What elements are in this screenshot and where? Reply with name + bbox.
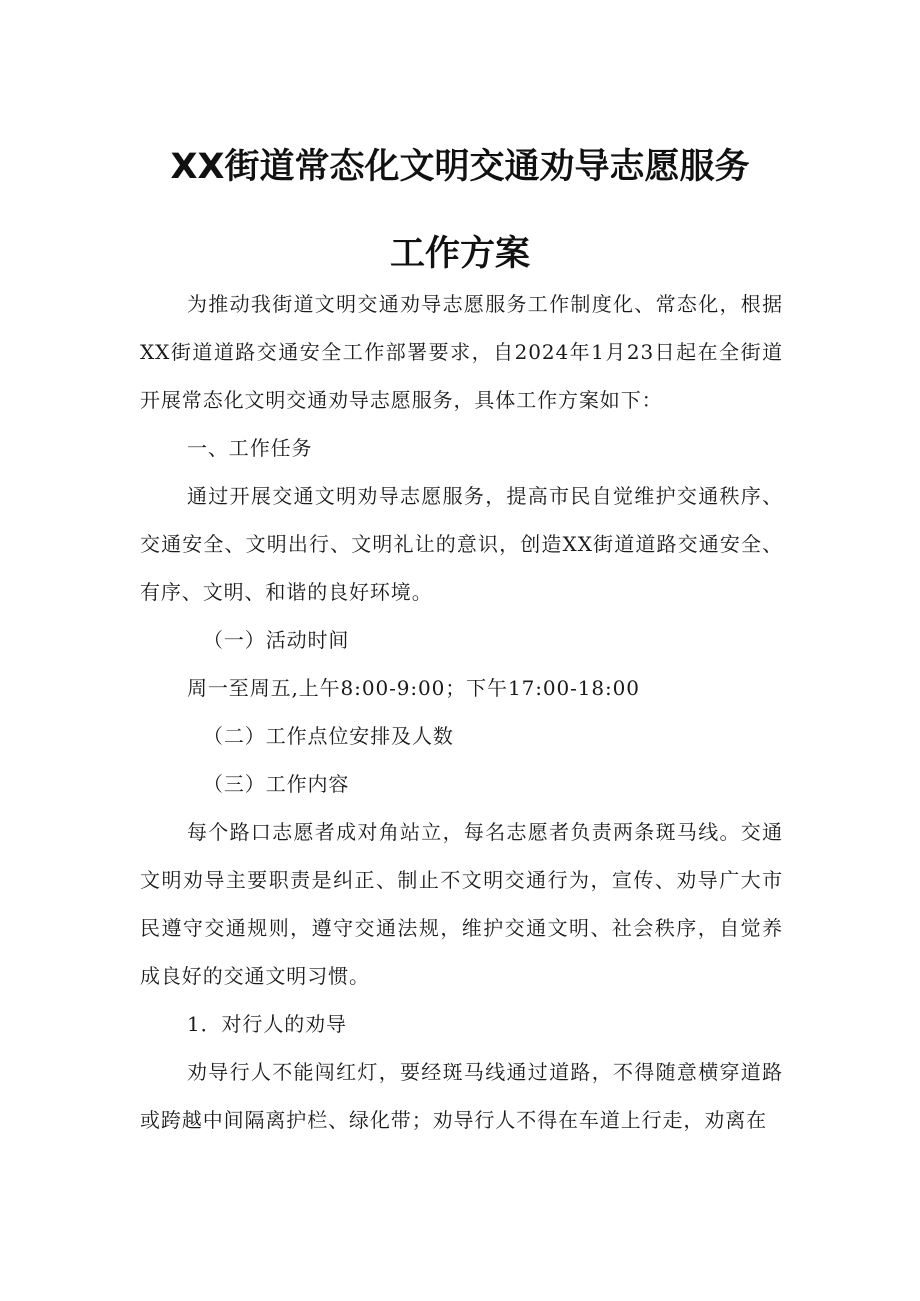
item-1-body: 劝导行人不能闯红灯，要经斑马线通过道路，不得随意横穿道路或跨越中间隔离护栏、绿化带；劝导行人不得在车道上行走，劝离在 bbox=[140, 1060, 783, 1132]
section-1-heading: 一、工作任务 bbox=[187, 436, 313, 460]
subsection-3-heading: （三）工作内容 bbox=[203, 772, 350, 796]
item-1-heading: 1．对行人的劝导 bbox=[187, 1012, 347, 1036]
subsection-1-heading: （一）活动时间 bbox=[203, 628, 350, 652]
intro-paragraph: 为推动我街道文明交通劝导志愿服务工作制度化、常态化，根据XX街道道路交通安全工作部署要求，自2024年1月23日起在全街道开展常态化文明交通劝导志愿服务，具体工作方案如下： bbox=[140, 292, 783, 412]
subsection-2-heading: （二）工作点位安排及人数 bbox=[203, 724, 454, 748]
subsection-3-body: 每个路口志愿者成对角站立，每名志愿者负责两条斑马线。交通文明劝导主要职责是纠正、制止不文明交通行为，宣传、劝导广大市民遵守交通规则，遵守交通法规，维护交通文明、社会秩序，自觉养成良好的交通文明习惯。 bbox=[140, 820, 783, 988]
document-title-line-2: 工作方案 bbox=[389, 234, 530, 274]
subsection-1-body: 周一至周五,上午8:00-9:00；下午17:00-18:00 bbox=[187, 676, 640, 700]
section-1-body: 通过开展交通文明劝导志愿服务，提高市民自觉维护交通秩序、交通安全、文明出行、文明礼让的意识，创造XX街道道路交通安全、有序、文明、和谐的良好环境。 bbox=[140, 484, 783, 604]
document-title-line-1: XX街道常态化文明交通劝导志愿服务 bbox=[170, 147, 750, 187]
